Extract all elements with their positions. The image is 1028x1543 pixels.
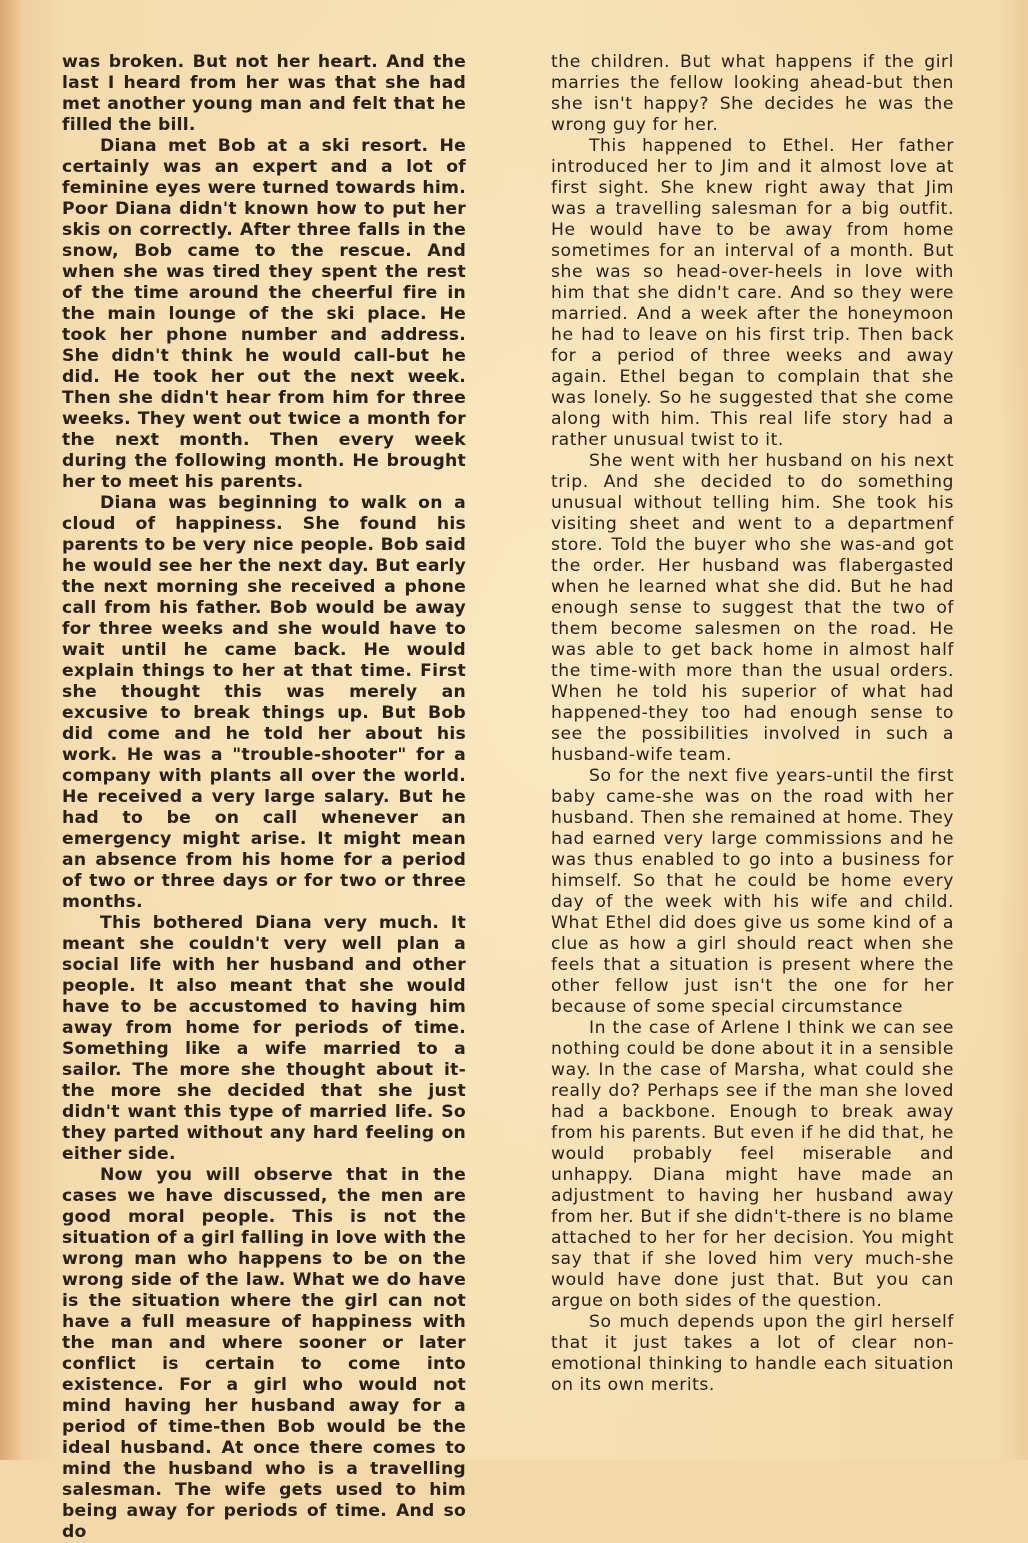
paragraph: was broken. But not her heart. And the last I heard from her was that she had met another young man and felt that he filled the bill.	[62, 52, 466, 135]
left-text-column	[62, 52, 466, 1543]
paragraph: Now you will observe that in the cases we have discussed, the men are good moral people. This is not the situation of a girl falling in love with the wrong man who happens to be on the wrong side of the law. What we do have is the situation where the girl can not have a full measure of happiness with the man and where sooner or later conflict is certain to come into existence. For a girl who would not mind having her husband away for a period of time-then Bob would be the ideal husband. At once there comes to mind the husband who is a travelling salesman. The wife gets used to him being away for periods of time. And so do	[62, 1165, 466, 1542]
paragraph: She went with her husband on his next trip. And she decided to do something unusual without telling him. She took his visiting sheet and went to a departmenf store. Told the buyer who she was-and got the order. Her husband was flabergasted when he learned what she did. But he had enough sense to suggest that the two of them become salesmen on the road. He was able to get back home in almost half the time-with more than the usual orders. When he told his superior of what had happened-they too had enough sense to see the possibilities involved in such a husband-wife team.	[551, 451, 954, 765]
paragraph: Diana was beginning to walk on a cloud of happiness. She found his parents to be very nice people. Bob said he would see her the next day. But early the next morning she received a phone call from his father. Bob would be away for three weeks and she would have to wait until he came back. He would explain things to her at that time. First she thought this was merely an excusive to break things up. But Bob did come and he told her about his work. He was a "trouble-shooter" for a company with plants all over the world. He received a very large salary. But he had to be on call whenever an emergency might arise. It might mean an absence from his home for a period of two or three days or for two or three months.	[62, 493, 466, 912]
paragraph: In the case of Arlene I think we can see nothing could be done about it in a sensible way. In the case of Marsha, what could she really do? Perhaps see if the man she loved had a backbone. Enough to break away from his parents. But even if he did that, he would probably feel miserable and unhappy. Diana might have made an adjustment to having her husband away from her. But if she didn't-there is no blame attached to her for her decision. You might say that if she loved him very much-she would have done just that. But you can argue on both sides of the question.	[551, 1018, 954, 1311]
paragraph: This happened to Ethel. Her father introduced her to Jim and it almost love at first sight. She knew right away that Jim was a travelling salesman for a big outfit. He would have to be away from home sometimes for an interval of a month. But she was so head-over-heels in love with him that she didn't care. And so they were married. And a week after the honeymoon he had to leave on his first trip. Then back for a period of three weeks and away again. Ethel began to complain that she was lonely. So he suggested that she come along with him. This real life story had a rather unusual twist to it.	[551, 136, 954, 450]
paragraph: So for the next five years-until the first baby came-she was on the road with her husband. Then she remained at home. They had earned very large commissions and he was thus enabled to go into a business for himself. So that he could be home every day of the week with his wife and child. What Ethel did does give us some kind of a clue as how a girl should react when she feels that a situation is present where the other fellow just isn't the one for her because of some special circumstance	[551, 766, 954, 1017]
paragraph: This bothered Diana very much. It meant she couldn't very well plan a social life with her husband and other people. It also meant that she would have to be accustomed to having him away from home for periods of time. Something like a wife married to a sailor. The more she thought about it-the more she decided that she just didn't want this type of married life. So they parted without any hard feeling on either side.	[62, 913, 466, 1164]
right-text-column	[551, 52, 954, 1396]
page-binding-edge	[0, 0, 22, 1460]
paragraph: So much depends upon the girl herself that it just takes a lot of clear non-emotional thinking to handle each situation on its own merits.	[551, 1312, 954, 1395]
paragraph: the children. But what happens if the girl marries the fellow looking ahead-but then she isn't happy? She decides he was the wrong guy for her.	[551, 52, 954, 135]
paragraph: Diana met Bob at a ski resort. He certainly was an expert and a lot of feminine eyes were turned towards him. Poor Diana didn't known how to put her skis on correctly. After three falls in the snow, Bob came to the rescue. And when she was tired they spent the rest of the time around the cheerful fire in the main lounge of the ski place. He took her phone number and address. She didn't think he would call-but he did. He took her out the next week. Then she didn't hear from him for three weeks. They went out twice a month for the next month. Then every week during the following month. He brought her to meet his parents.	[62, 136, 466, 492]
